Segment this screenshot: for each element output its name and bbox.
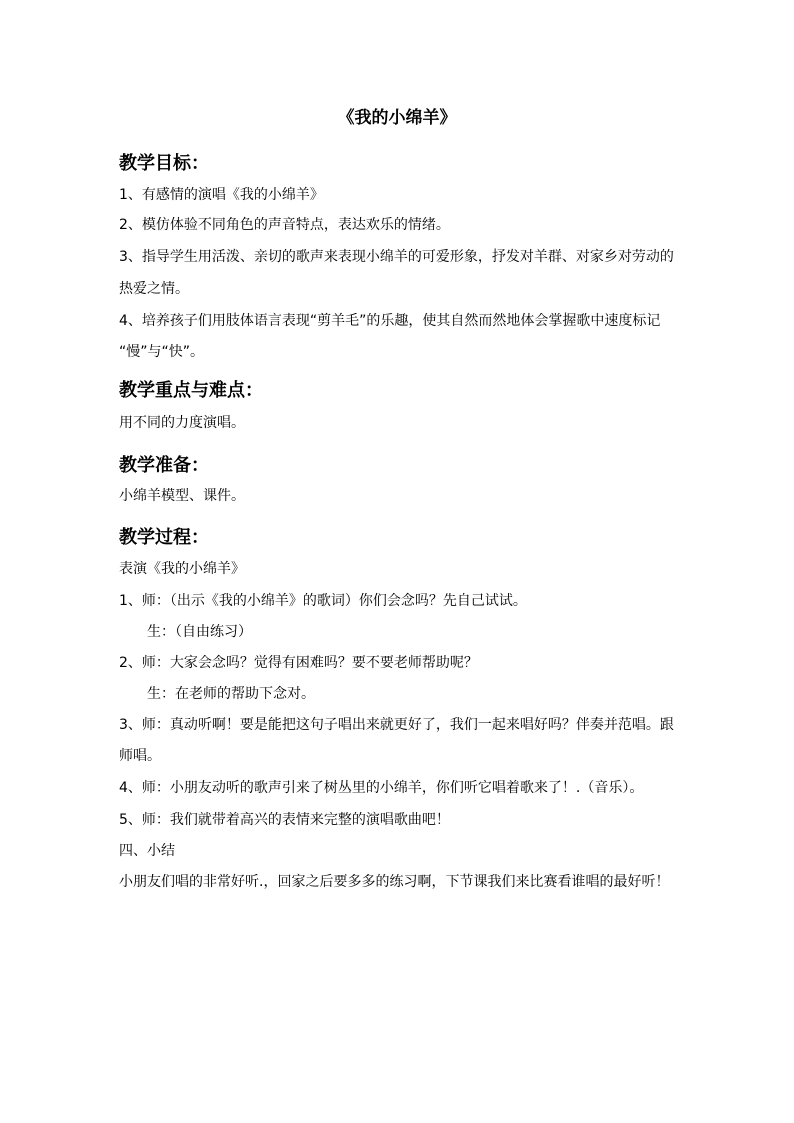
process-line: 四、小结 [119, 843, 175, 859]
goal-line: “慢”与“快”。 [119, 344, 205, 360]
process-line: 小朋友们唱的非常好听.，回家之后要多多的练习啊，下节课我们来比赛看谁唱的最好听！ [119, 874, 670, 890]
document-title: 《我的小绵羊》 [337, 108, 457, 128]
key-point-line: 用不同的力度演唱。 [119, 415, 245, 431]
process-line: 2、师：大家会念吗？觉得有困难吗？要不要老师帮助呢？ [119, 655, 478, 671]
goal-line: 1、有感情的演唱《我的小绵羊》 [119, 187, 324, 203]
preparation-line: 小绵羊模型、课件。 [119, 488, 245, 504]
section-heading-preparation: 教学准备： [119, 455, 209, 476]
section-heading-process: 教学过程： [119, 527, 209, 548]
goal-line: 4、培养孩子们用肢体语言表现“剪羊毛”的乐趣，使其自然而然地体会掌握歌中速度标记 [119, 313, 661, 329]
process-line: 5、师：我们就带着高兴的表情来完整的演唱歌曲吧！ [119, 812, 450, 828]
goal-line: 2、模仿体验不同角色的声音特点，表达欢乐的情绪。 [119, 217, 450, 233]
goal-line: 3、指导学生用活泼、亲切的歌声来表现小绵羊的可爱形象，抒发对羊群、对家乡对劳动的 [119, 249, 674, 265]
process-line: 表演《我的小绵羊》 [119, 561, 245, 577]
process-line: 生：在老师的帮助下念对。 [147, 686, 315, 702]
process-line: 1、师：（出示《我的小绵羊》的歌词）你们会念吗？先自己试试。 [119, 593, 527, 609]
process-line: 师唱。 [119, 748, 161, 764]
goal-line: 热爱之情。 [119, 281, 189, 297]
process-line: 4、师：小朋友动听的歌声引来了树丛里的小绵羊，你们听它唱着歌来了！.（音乐）。 [119, 780, 644, 796]
process-line: 3、师：真动听啊！要是能把这句子唱出来就更好了，我们一起来唱好吗？伴奏并范唱。跟 [119, 717, 674, 733]
section-heading-key-points: 教学重点与难点： [119, 380, 263, 401]
process-line: 生：（自由练习） [147, 624, 252, 640]
section-heading-goals: 教学目标： [119, 153, 209, 174]
